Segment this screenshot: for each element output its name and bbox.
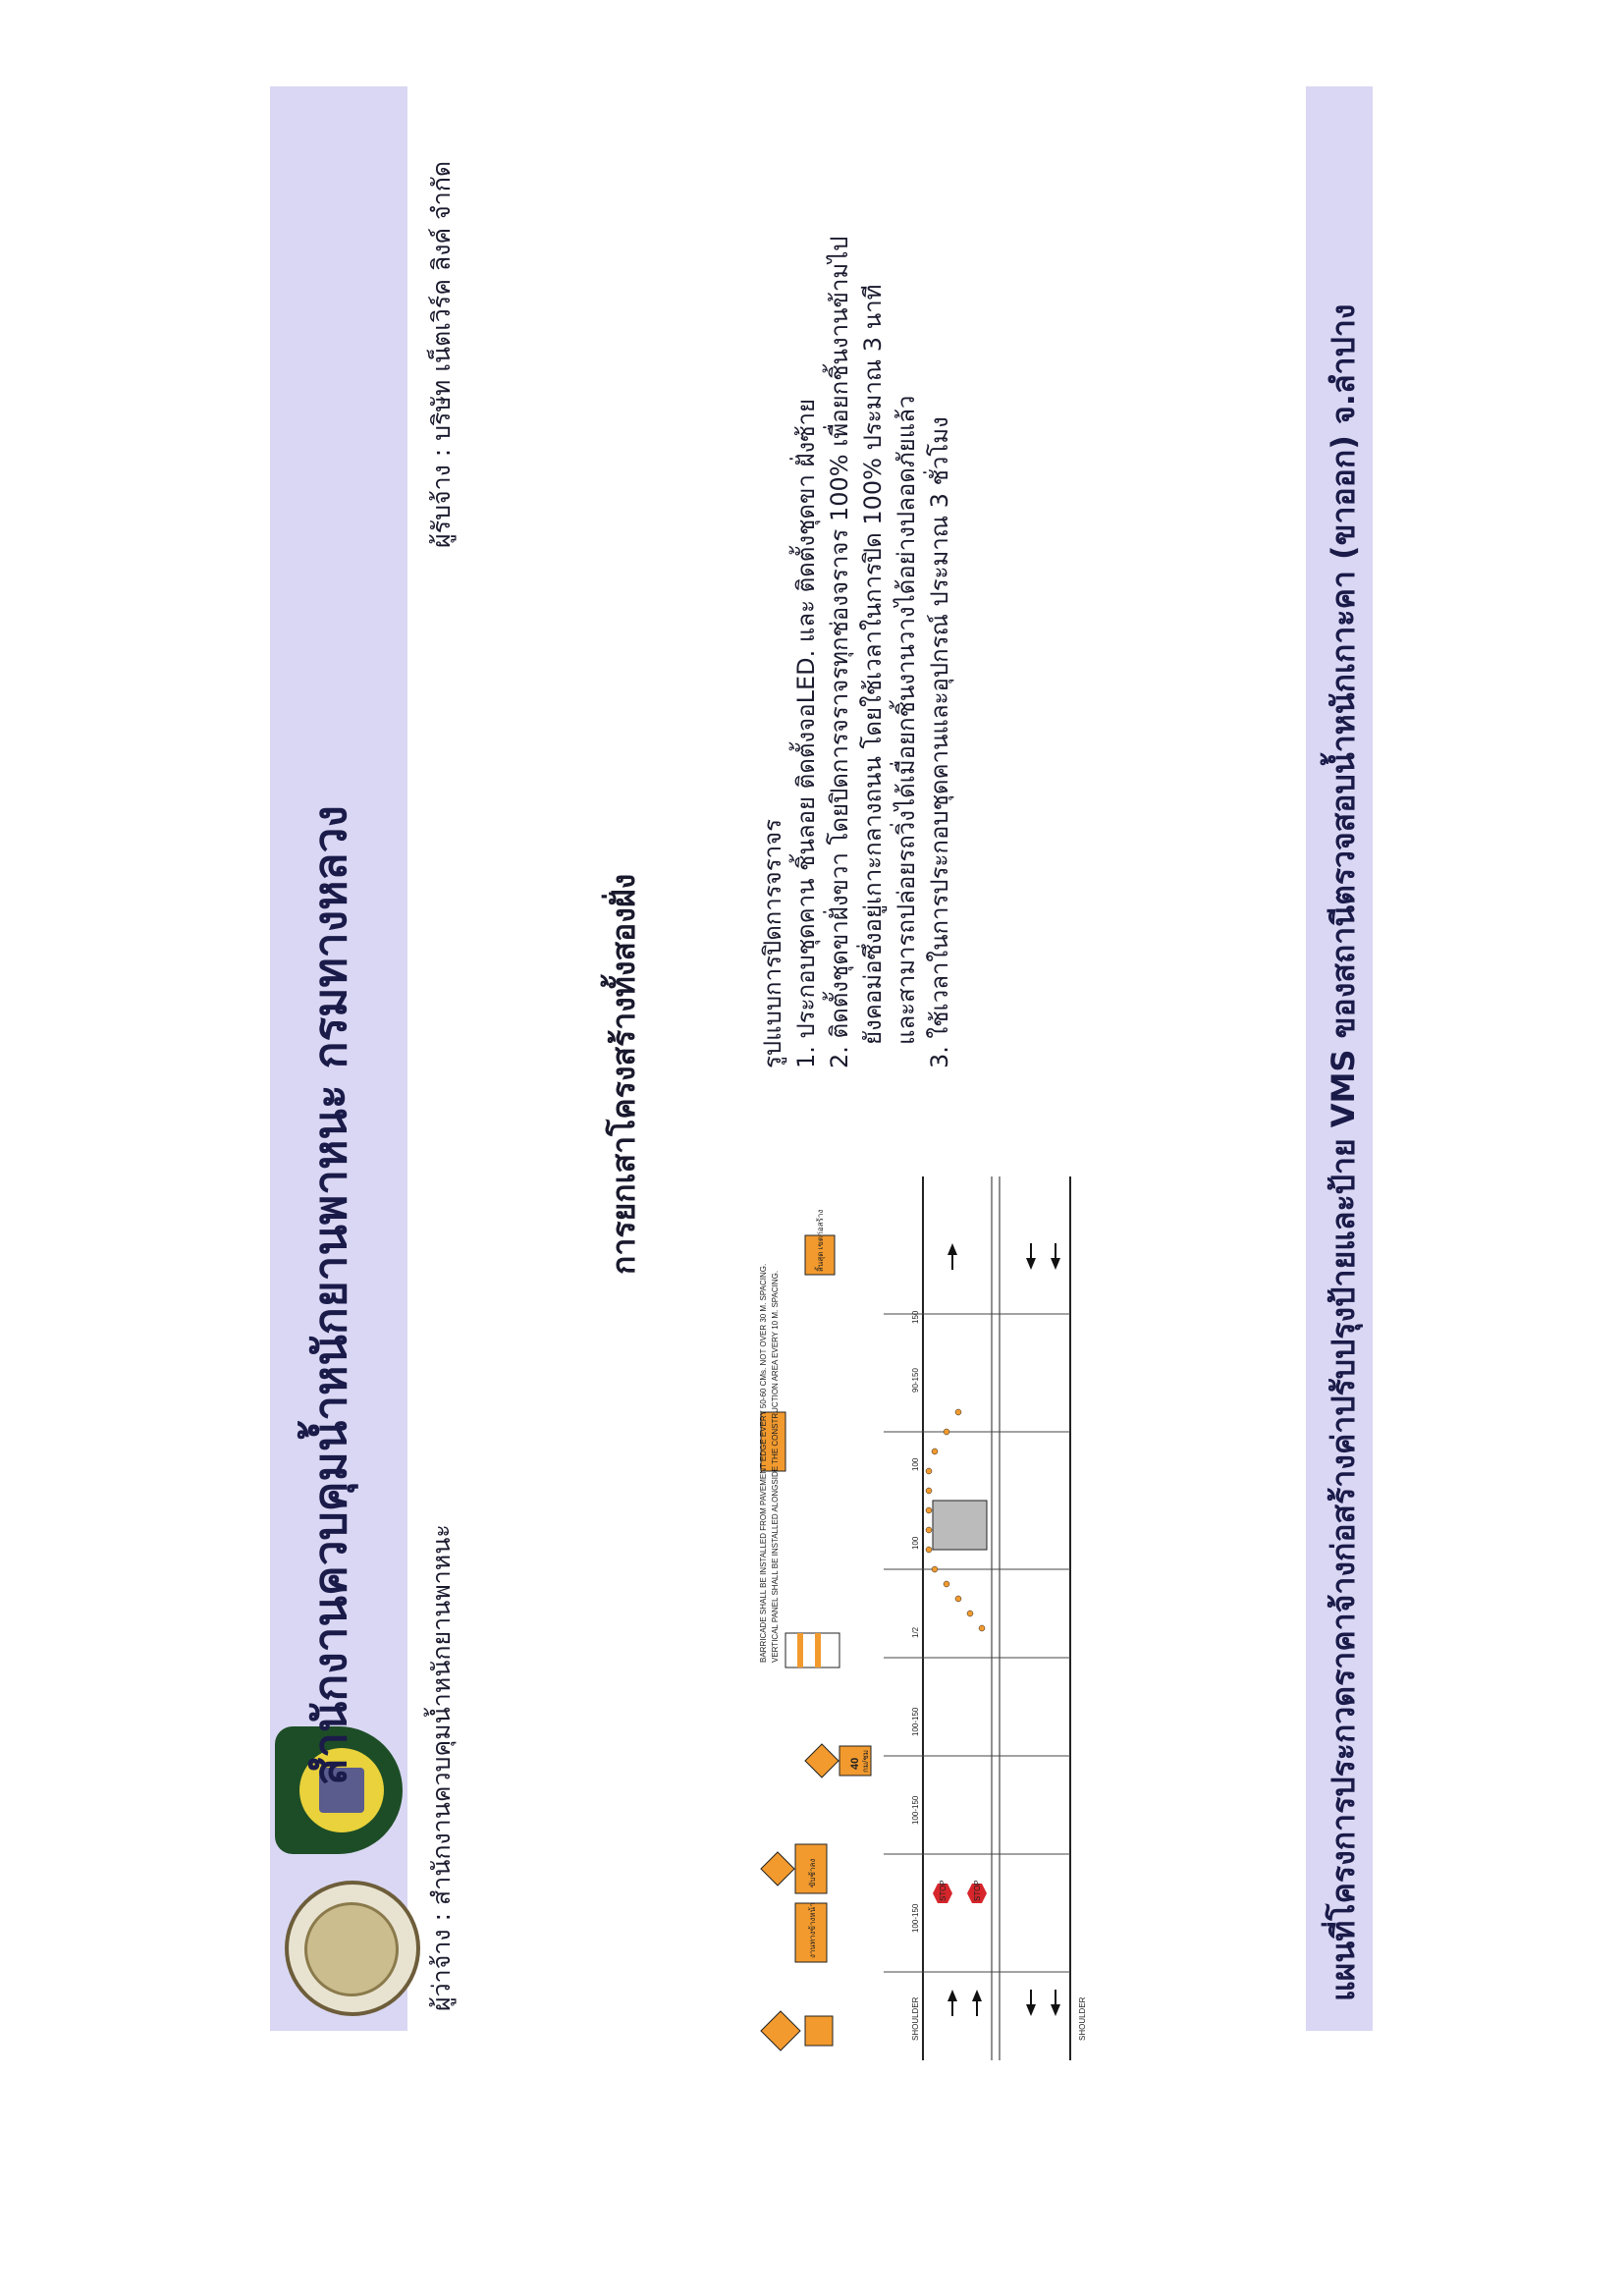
arrow-icon	[1030, 1990, 1032, 2004]
department-seal-logo	[285, 1881, 420, 2016]
note-item: 1. ประกอบชุดคาน ชิ้นลอย ติดตั้งจอLED. และ ติดตั้งชุดขา ฝั่งซ้าย	[792, 398, 820, 1068]
cone	[955, 1596, 961, 1602]
section-subtitle: การยกเสาโครงสร้างทั้งสองฝั่ง	[605, 873, 642, 1275]
curve-warning-sign	[805, 1744, 839, 1777]
cone	[932, 1566, 938, 1572]
note-item: และสามารถปล่อยรถวิ่งได้เมื่อยกชิ้นงานวางได้อย่างปลอดภัยแล้ว	[893, 395, 920, 1045]
header-title: สำนักงานควบคุมน้ำหนักยานพาหนะ กรมทางหลวง	[303, 805, 356, 1785]
employer-label: ผู้ว่าจ้าง : สำนักงานควบคุมน้ำหนักยานพาหนะ	[427, 1524, 456, 2011]
work-zone-area	[933, 1501, 987, 1550]
arrow-icon	[947, 1243, 957, 1255]
note-item: ยังคอม่อซึ่งอยู่เกาะกลางถนน โดยใช้เวลาในการปิด 100% ประมาณ 3 นาที	[859, 284, 887, 1045]
arrow-icon	[1030, 1243, 1032, 1258]
arrow-icon	[1026, 2004, 1036, 2016]
distance-label: 100-150	[911, 1903, 920, 1933]
arrow-icon	[1055, 1243, 1056, 1258]
stop-label: STOP	[973, 1880, 982, 1901]
barricade-note: BARRICADE SHALL BE INSTALLED FROM PAVEMENT EDGE EVERY 50-60 CMs. NOT OVER 30 M. SPACING.	[759, 1263, 768, 1663]
footer-text: แผนที่โครงการประกวดราคาจ้างก่อสร้างค่าปรับปรุงป้ายและป้าย VMS ของสถานีตรวจสอบน้ำหนักเกาะคา (ขาออก) จ.ลำปาง	[1325, 303, 1362, 2001]
arrow-icon	[1055, 1990, 1056, 2004]
arrow-icon	[1051, 2004, 1060, 2016]
distance-label: 100-150	[911, 1707, 920, 1736]
speed-limit-unit: กม/ชม	[861, 1749, 870, 1773]
lane-arrows	[947, 1243, 1060, 2016]
traffic-control-diagram	[746, 1176, 1119, 2060]
cone	[926, 1507, 932, 1513]
arrow-icon	[947, 1990, 957, 2001]
contractor-label: ผู้รับจ้าง : บริษัท เน็ตเวิร์ค ลิงค์ จำกัด	[427, 160, 456, 548]
cone	[967, 1611, 973, 1616]
barricade-stripe	[815, 1633, 821, 1667]
sign-end-text: สิ้นสุด เขตก่อสร้าง	[816, 1209, 825, 1272]
cone	[926, 1488, 932, 1494]
arrow-icon	[976, 2001, 978, 2016]
shoulder-top-label: SHOULDER	[911, 1996, 920, 2041]
distance-label: 100	[911, 1536, 920, 1550]
cone	[955, 1409, 961, 1415]
speed-limit-value: 40	[849, 1757, 861, 1770]
arrow-icon	[951, 1255, 953, 1270]
shoulder-bottom-label: SHOULDER	[1078, 1996, 1087, 2041]
distance-label: 1/2	[911, 1626, 920, 1638]
sign-slow-text: ขับช้าลง	[808, 1858, 817, 1887]
vertical-panel-note: VERTICAL PANEL SHALL BE INSTALLED ALONGSIDE THE CONSTRUCTION AREA EVERY 10 M. SPACING.	[771, 1270, 780, 1663]
sign-work-ahead-text: งานทางข้างหน้า	[808, 1902, 817, 1958]
arrow-icon	[951, 2001, 953, 2016]
worker-warning-sign	[761, 1852, 794, 1886]
cone	[944, 1581, 949, 1587]
distance-label: 90-150	[911, 1368, 920, 1393]
distance-guides	[884, 1314, 1070, 1972]
cone	[932, 1449, 938, 1454]
cone	[944, 1429, 949, 1435]
distance-label: 100	[911, 1457, 920, 1471]
note-item: 2. ติดตั้งชุดขาฝั่งขวา โดยปิดการจราจรทุกช่องจราจร 100% เพื่อยกชิ้นงานข้ามไป	[826, 236, 853, 1068]
sign-distance	[805, 2016, 833, 2046]
arrow-icon	[972, 1990, 982, 2001]
traffic-notes	[756, 236, 956, 1068]
cone	[979, 1625, 985, 1631]
stop-label: STOP	[939, 1880, 947, 1901]
arrow-icon	[1051, 1258, 1060, 1270]
arrow-icon	[1026, 1258, 1036, 1270]
cone	[926, 1468, 932, 1474]
barricade-stripe	[797, 1633, 803, 1667]
cone	[926, 1527, 932, 1533]
notes-heading: รูปแบบการปิดการจราจร	[759, 818, 786, 1068]
distance-label: 150	[911, 1310, 920, 1324]
warning-diamond-sign	[761, 2011, 800, 2050]
distance-label: 100-150	[911, 1795, 920, 1825]
barricade	[785, 1633, 839, 1667]
note-item: 3. ใช้เวลาในการประกอบชุดคานและอุปกรณ์ ประมาณ 3 ชั่วโมง	[926, 416, 953, 1068]
cone	[926, 1547, 932, 1553]
